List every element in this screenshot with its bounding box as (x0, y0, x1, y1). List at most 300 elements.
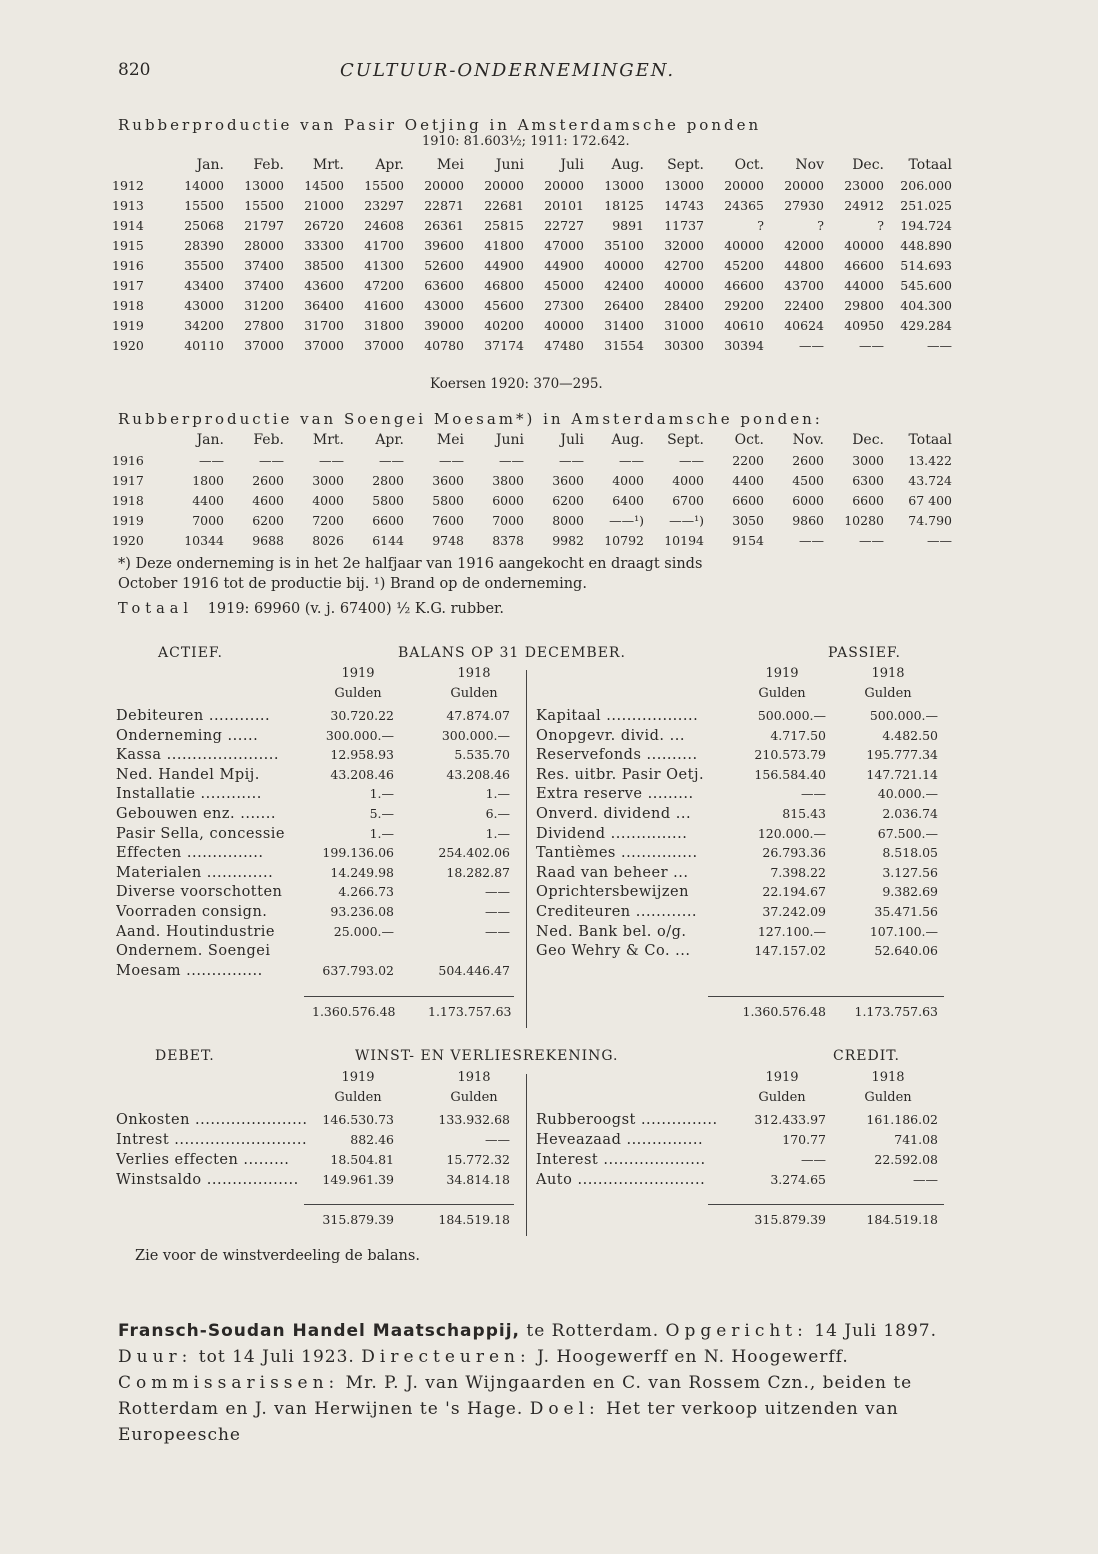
column-header: Oct. (734, 432, 764, 448)
table-cell: 6600 (372, 512, 404, 528)
table-cell: 28400 (664, 297, 704, 313)
table-cell: 22727 (544, 217, 584, 233)
table-cell: 404.300 (900, 297, 952, 313)
row-year: 1917 (112, 277, 144, 293)
table-cell: 194.724 (900, 217, 952, 233)
table-cell: 6700 (672, 492, 704, 508)
total-left-year1: 315.879.39 (322, 1212, 394, 1227)
winst-credit-head: CREDIT. (833, 1048, 900, 1064)
table-cell: 43600 (304, 277, 344, 293)
table-cell: 40610 (724, 317, 764, 333)
table-cell: 41300 (364, 257, 404, 273)
unit-header: Gulden (334, 686, 382, 701)
row-year: 1918 (112, 492, 144, 508)
value-year1: 1.— (369, 786, 394, 802)
table-cell: 10792 (604, 532, 644, 548)
table-cell: 24608 (364, 217, 404, 233)
row-label: Extra reserve ......... (536, 786, 694, 803)
table-cell: 21000 (304, 197, 344, 213)
year-header: 1919 (341, 666, 375, 681)
total-right-year2: 184.519.18 (866, 1212, 938, 1227)
statement-row (536, 884, 956, 904)
total-rule-left (304, 1204, 514, 1205)
statement-row (116, 943, 536, 963)
table-cell: 74.790 (908, 512, 952, 528)
table-row (112, 275, 952, 295)
value-year1: 815.43 (782, 806, 826, 821)
table-cell: —— (319, 452, 344, 468)
table-cell: 26361 (424, 217, 464, 233)
value-year1: 14.249.98 (330, 864, 394, 880)
table-cell: 41800 (484, 237, 524, 253)
value-year2: 254.402.06 (438, 845, 510, 861)
value-year2: 47.874.07 (446, 708, 510, 723)
table-cell: 36400 (304, 297, 344, 313)
table-cell: 33300 (304, 237, 344, 253)
year-header: 1919 (765, 1070, 799, 1085)
statement-row (116, 845, 536, 865)
table-cell: 14500 (304, 177, 344, 193)
table-cell: 35500 (184, 257, 224, 273)
column-header: Sept. (667, 432, 704, 448)
table-cell: 26720 (304, 217, 344, 233)
table-cell: 2600 (792, 452, 824, 468)
totaal-line (118, 601, 504, 617)
row-label: Aand. Houtindustrie (116, 923, 276, 940)
value-year2: 161.186.02 (866, 1112, 938, 1127)
table-cell: 41700 (364, 237, 404, 253)
statement-row (536, 747, 956, 767)
table-cell: 4000 (312, 492, 344, 508)
table-cell: 6200 (552, 492, 584, 508)
table-cell: 44900 (484, 257, 524, 273)
column-header: Juli (560, 157, 584, 173)
table-cell: 40624 (784, 317, 824, 333)
row-label: Auto ......................... (536, 1172, 706, 1188)
table-cell: 40950 (844, 317, 884, 333)
table-cell: —— (379, 452, 404, 468)
row-label: Diverse voorschotten (116, 884, 283, 901)
statement-row (536, 806, 956, 826)
statement-row (116, 924, 536, 944)
column-header: Feb. (253, 157, 284, 173)
row-year: 1920 (112, 532, 144, 548)
table-cell: 23297 (364, 197, 404, 213)
value-year2: 40.000.— (877, 786, 938, 802)
row-label: Ondernem. Soengei (116, 943, 271, 960)
statement-row (536, 1112, 956, 1132)
commissarissen-label: Commissarissen: (118, 1373, 340, 1393)
table-cell: 6600 (852, 492, 884, 508)
unit-header: Gulden (334, 1090, 382, 1105)
statement-row (536, 1132, 956, 1152)
table-cell: 1800 (192, 472, 224, 488)
table-row (112, 195, 952, 215)
row-label: Debiteuren ............ (116, 708, 271, 724)
row-label: Installatie ............ (116, 786, 262, 803)
table-cell: 14000 (184, 177, 224, 193)
row-label: Interest .................... (536, 1152, 706, 1168)
value-year1: 120.000.— (757, 825, 826, 841)
running-title: CULTUUR-ONDERNEMINGEN. (340, 60, 676, 81)
table-cell: —— (927, 532, 952, 548)
table-cell: 3600 (552, 472, 584, 488)
row-year: 1914 (112, 217, 144, 233)
koersen: Koersen 1920: 370—295. (430, 376, 603, 392)
total-right-year2: 1.173.757.63 (854, 1004, 938, 1019)
directeuren-label: Directeuren: (361, 1347, 531, 1367)
table-cell: 8378 (492, 532, 524, 548)
table-cell: 32000 (664, 237, 704, 253)
column-header: Oct. (734, 157, 764, 173)
column-header: Nov. (792, 432, 824, 448)
balans-actief-head: ACTIEF. (158, 645, 223, 661)
table-cell: —— (859, 532, 884, 548)
value-year1: 43.208.46 (330, 766, 394, 782)
year-header: 1919 (765, 666, 799, 681)
statement-row (536, 904, 956, 924)
table-cell: 4400 (732, 472, 764, 488)
value-year2: 195.777.34 (866, 747, 938, 763)
table-cell: 40000 (724, 237, 764, 253)
row-label: Materialen ............. (116, 864, 274, 881)
table1 (112, 155, 952, 355)
value-year2: 741.08 (894, 1132, 938, 1147)
table-cell: 11737 (664, 217, 704, 233)
table-cell: 37400 (244, 277, 284, 293)
table-cell: 7000 (192, 512, 224, 528)
table-cell: 20000 (484, 177, 524, 193)
value-year2: 9.382.69 (882, 884, 938, 900)
row-label: Verlies effecten ......... (116, 1152, 290, 1168)
table-row (112, 315, 952, 335)
table-cell: 46600 (724, 277, 764, 293)
value-year1: 25.000.— (333, 923, 394, 939)
table-cell: 13.422 (908, 452, 952, 468)
row-label: Winstsaldo .................. (116, 1172, 299, 1188)
table-cell: 44900 (544, 257, 584, 273)
table-cell: 13000 (604, 177, 644, 193)
table-cell: 429.284 (900, 317, 952, 333)
table-cell: 43700 (784, 277, 824, 293)
table-cell: ? (877, 217, 884, 233)
table-cell: 15500 (244, 197, 284, 213)
table-cell: 6000 (492, 492, 524, 508)
table-cell: 37000 (304, 337, 344, 353)
statement-row (116, 904, 536, 924)
value-year1: 199.136.06 (322, 845, 394, 861)
statement-row (536, 786, 956, 806)
value-year1: 156.584.40 (754, 766, 826, 782)
row-year: 1917 (112, 472, 144, 488)
table-cell: 47000 (544, 237, 584, 253)
value-year1: 22.194.67 (762, 884, 826, 900)
table-cell: 3000 (312, 472, 344, 488)
page-number: 820 (118, 60, 151, 80)
table-cell: 42000 (784, 237, 824, 253)
value-year2: 22.592.08 (874, 1152, 938, 1167)
value-year2: 52.640.06 (874, 943, 938, 959)
unit-header: Gulden (864, 1090, 912, 1105)
table-cell: 25815 (484, 217, 524, 233)
table-cell: 37174 (484, 337, 524, 353)
table-cell: 10194 (664, 532, 704, 548)
row-year: 1913 (112, 197, 144, 213)
table-cell: 31400 (604, 317, 644, 333)
column-header: Mrt. (312, 157, 344, 173)
value-year1: 170.77 (782, 1132, 826, 1147)
value-year1: 18.504.81 (330, 1152, 394, 1167)
value-year2: 43.208.46 (446, 766, 510, 782)
value-year2: —— (485, 923, 510, 939)
table-cell: 206.000 (900, 177, 952, 193)
value-year1: 3.274.65 (770, 1172, 826, 1187)
statement-row (116, 1172, 536, 1192)
table-cell: 40110 (184, 337, 224, 353)
row-label: Onkosten ...................... (116, 1112, 308, 1128)
row-year: 1920 (112, 337, 144, 353)
value-year1: 149.961.39 (322, 1172, 394, 1187)
statement-row (536, 708, 956, 728)
value-year1: —— (801, 1152, 826, 1167)
table2-title: Rubberproductie van Soengei Moesam*) in Amsterdamsche ponden: (118, 410, 823, 428)
column-header: Aug. (611, 157, 644, 173)
table-cell: 47480 (544, 337, 584, 353)
table-cell: 31000 (664, 317, 704, 333)
table-cell: 39600 (424, 237, 464, 253)
table-cell: 8026 (312, 532, 344, 548)
table-cell: 43000 (424, 297, 464, 313)
value-year2: 67.500.— (877, 825, 938, 841)
row-year: 1919 (112, 512, 144, 528)
statement-row (116, 728, 536, 748)
table-row (112, 175, 952, 195)
table-cell: 43000 (184, 297, 224, 313)
column-header: Apr. (375, 157, 404, 173)
table-cell: 46800 (484, 277, 524, 293)
table-cell: 31800 (364, 317, 404, 333)
value-year1: 37.242.09 (762, 904, 826, 919)
column-header: Feb. (253, 432, 284, 448)
total-rule-right (708, 996, 944, 997)
row-label: Raad van beheer ... (536, 864, 689, 881)
table-cell: 30300 (664, 337, 704, 353)
table-cell: 27800 (244, 317, 284, 333)
table-cell: 27930 (784, 197, 824, 213)
table-cell: 31200 (244, 297, 284, 313)
table-row (112, 510, 952, 530)
value-year1: 1.— (369, 825, 394, 841)
table-row (112, 295, 952, 315)
value-year2: —— (485, 884, 510, 900)
table-cell: 6300 (852, 472, 884, 488)
column-header: Totaal (908, 432, 952, 448)
row-label: Voorraden consign. (116, 904, 268, 920)
table-cell: 448.890 (900, 237, 952, 253)
table-cell: 37000 (244, 337, 284, 353)
total-left-year2: 184.519.18 (438, 1212, 510, 1227)
table-cell: 23000 (844, 177, 884, 193)
table2 (112, 430, 952, 550)
column-header: Mei (436, 432, 464, 448)
year-header: 1918 (457, 1070, 491, 1085)
statement-row (536, 845, 956, 865)
table-cell: 18125 (604, 197, 644, 213)
row-label: Tantièmes ............... (536, 845, 698, 862)
table1-title: Rubberproductie van Pasir Oetjing in Amsterdamsche ponden (118, 116, 762, 134)
value-year2: —— (485, 904, 510, 919)
value-year1: 882.46 (350, 1132, 394, 1147)
table-cell: 20000 (424, 177, 464, 193)
statement-row (116, 1112, 536, 1132)
table-cell: 10344 (184, 532, 224, 548)
column-header: Mei (436, 157, 464, 173)
value-year2: 35.471.56 (874, 904, 938, 919)
company-paragraph (118, 1318, 948, 1448)
year-header: 1919 (341, 1070, 375, 1085)
statement-row (536, 924, 956, 944)
company-place: te Rotterdam. (519, 1321, 666, 1341)
table-cell: 40000 (544, 317, 584, 333)
column-header: Juni (495, 157, 524, 173)
value-year1: 26.793.36 (762, 845, 826, 861)
table-cell: 27300 (544, 297, 584, 313)
table-cell: 20000 (724, 177, 764, 193)
statement-row (116, 1152, 536, 1172)
table2-header-row (112, 430, 952, 450)
year-header: 1918 (457, 666, 491, 681)
value-year1: 312.433.97 (754, 1112, 826, 1127)
statement-row (116, 884, 536, 904)
table-cell: 9748 (432, 532, 464, 548)
opgericht-label: Opgericht: (665, 1321, 808, 1341)
table-cell: 10280 (844, 512, 884, 528)
table-cell: 40780 (424, 337, 464, 353)
row-label: Oprichtersbewijzen (536, 884, 689, 901)
table-cell: 40000 (844, 237, 884, 253)
table-cell: 4600 (252, 492, 284, 508)
balans-passief-head: PASSIEF. (828, 645, 901, 661)
table1-body (112, 175, 952, 355)
value-year1: 4.266.73 (338, 884, 394, 900)
statement-row (116, 1132, 536, 1152)
table-cell: 24912 (844, 197, 884, 213)
row-year: 1919 (112, 317, 144, 333)
table1-subtitle: 1910: 81.603½; 1911: 172.642. (422, 134, 630, 149)
table-cell: 22871 (424, 197, 464, 213)
totaal-text: 1919: 69960 (v. j. 67400) ½ K.G. rubber. (207, 601, 504, 617)
table-cell: 46600 (844, 257, 884, 273)
table-cell: 4000 (672, 472, 704, 488)
table-cell: 29800 (844, 297, 884, 313)
table-cell: 31700 (304, 317, 344, 333)
table-cell: 9688 (252, 532, 284, 548)
value-year2: 133.932.68 (438, 1112, 510, 1127)
table-cell: —— (559, 452, 584, 468)
table-cell: 39000 (424, 317, 464, 333)
column-divider (526, 1074, 527, 1236)
table-cell: 40000 (664, 277, 704, 293)
column-header: Juni (495, 432, 524, 448)
table-cell: 9154 (732, 532, 764, 548)
directeuren-value: J. Hoogewerff en N. Hoogewerff. (530, 1347, 849, 1367)
table-cell: 4000 (612, 472, 644, 488)
table-cell: 5800 (432, 492, 464, 508)
statement-row (116, 865, 536, 885)
row-label: Heveazaad ............... (536, 1132, 704, 1148)
table-cell: 34200 (184, 317, 224, 333)
table-row (112, 530, 952, 550)
duur-value: tot 14 Juli 1923. (192, 1347, 362, 1367)
row-year: 1916 (112, 452, 144, 468)
total-rule-right (708, 1204, 944, 1205)
table-cell: 45600 (484, 297, 524, 313)
duur-label: Duur: (118, 1347, 193, 1367)
value-year1: 127.100.— (757, 923, 826, 939)
table-row (112, 235, 952, 255)
winst-section (116, 1070, 948, 1230)
table-cell: —— (799, 532, 824, 548)
column-header: Jan. (196, 157, 224, 173)
row-label: Kassa ...................... (116, 747, 280, 764)
statement-row (116, 767, 536, 787)
value-year2: 4.482.50 (882, 727, 938, 743)
table-cell: 9982 (552, 532, 584, 548)
table-cell: ? (757, 217, 764, 233)
column-header: Juli (560, 432, 584, 448)
table-cell: —— (927, 337, 952, 353)
table-cell: 15500 (364, 177, 404, 193)
table-cell: 2800 (372, 472, 404, 488)
row-label: Moesam ............... (116, 962, 263, 979)
row-year: 1912 (112, 177, 144, 193)
year-header: 1918 (871, 1070, 905, 1085)
row-label: Crediteuren ............ (536, 904, 698, 920)
table-cell: 38500 (304, 257, 344, 273)
table-cell: 45200 (724, 257, 764, 273)
value-year1: 300.000.— (325, 727, 394, 743)
table-cell: —— (859, 337, 884, 353)
doel-label: Doel: (529, 1399, 600, 1419)
table-cell: 37000 (364, 337, 404, 353)
total-left-year2: 1.173.757.63 (428, 1004, 512, 1019)
table-cell: 44000 (844, 277, 884, 293)
table-cell: 545.600 (900, 277, 952, 293)
column-header: Jan. (196, 432, 224, 448)
table-cell: 9891 (612, 217, 644, 233)
commissarissen-value: Mr. P. J. van Wijngaarden en C. van Rossem Czn., beiden te Rotterdam en J. van Herwijnen te 's Hage. (118, 1373, 913, 1419)
statement-row (536, 767, 956, 787)
table-cell: 3050 (732, 512, 764, 528)
value-year1: 147.157.02 (754, 943, 826, 959)
row-label: Onopgevr. divid. ... (536, 727, 685, 744)
table-cell: 30394 (724, 337, 764, 353)
table-cell: 20000 (784, 177, 824, 193)
table-cell: 4400 (192, 492, 224, 508)
table-cell: 20101 (544, 197, 584, 213)
footnote-line2: October 1916 tot de productie bij. ¹) Brand op de onderneming. (118, 576, 587, 592)
value-year2: 18.282.87 (446, 864, 510, 880)
table-cell: 8000 (552, 512, 584, 528)
column-header: Dec. (852, 157, 884, 173)
statement-row (116, 708, 536, 728)
table-cell: 44800 (784, 257, 824, 273)
table-row (112, 490, 952, 510)
table-cell: 28000 (244, 237, 284, 253)
row-label: Onderneming ...... (116, 727, 259, 744)
table-cell: 67 400 (908, 492, 952, 508)
value-year2: 8.518.05 (882, 845, 938, 861)
